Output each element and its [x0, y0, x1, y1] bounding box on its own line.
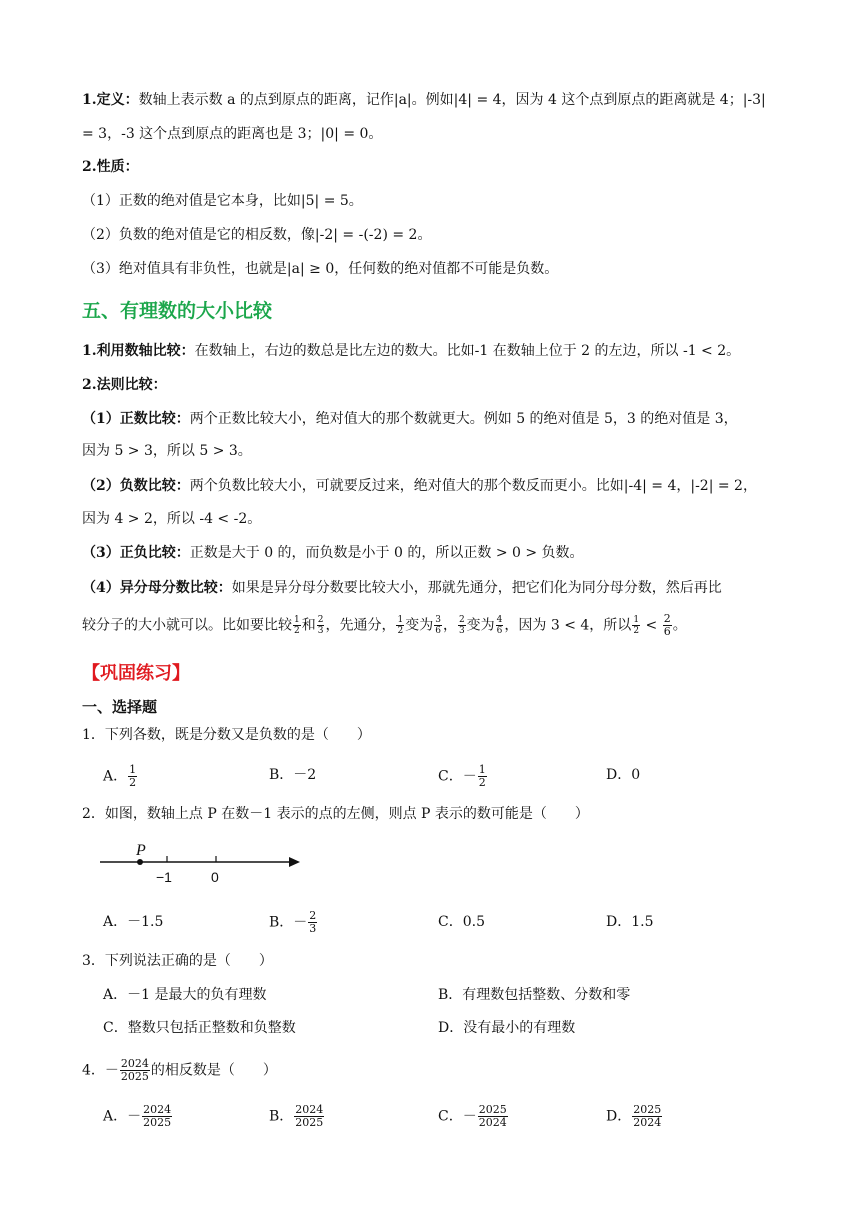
property-2: （2）负数的绝对值是它的相反数，像|-2| = -(-2) = 2。 [82, 227, 432, 243]
fraction-compare-text-1: 如果是异分母分数要比较大小，那就先通分，把它们化为同分母分数，然后再比 [231, 580, 722, 596]
rule-label: 2.法则比较： [82, 377, 167, 393]
option-fraction: $\frac{2024}{2025}$ [295, 1103, 324, 1129]
fraction-compare-line-2 [82, 613, 687, 638]
question-2-option-b[interactable]: B．－ $\frac{2}{3}$ [269, 909, 317, 935]
question-2-option-a[interactable]: A．－1.5 [103, 914, 164, 930]
negative-compare-line-1 [82, 476, 757, 496]
question-2-option-d[interactable]: D．1.5 [606, 914, 654, 930]
fraction-compare-line-1 [82, 578, 722, 598]
question-4-option-c[interactable]: C．－ $\frac{2025}{2024}$ [438, 1103, 507, 1129]
question-4-fraction: $\frac{2024}{2025}$ [120, 1057, 149, 1083]
question-3-option-a[interactable]: A．－1 是最大的负有理数 [103, 987, 267, 1003]
practice-subtitle: 一、选择题 [82, 698, 158, 716]
definition-label: 1.定义： [82, 92, 139, 108]
question-3-option-d[interactable]: D．没有最小的有理数 [438, 1020, 576, 1036]
fraction-compare-text-2c: ，因为 3 < 4，所以 [504, 617, 632, 634]
less-than-text: < [641, 617, 662, 634]
fraction-three-sixths: $\frac{3}{6}$ [435, 615, 441, 636]
definition-text-2: = 3，-3 这个点到原点的距离也是 3；|0| = 0。 [82, 126, 383, 142]
posneg-compare-label: （3）正负比较： [82, 545, 190, 561]
numberline-compare-line [82, 341, 740, 361]
negative-compare-text-2: 因为 4 > 2，所以 -4 < -2。 [82, 511, 262, 527]
period-text: 。 [672, 617, 687, 634]
fraction-one-half-b: $\frac{1}{2}$ [397, 615, 404, 636]
positive-compare-text-2: 因为 5 > 3，所以 5 > 3。 [82, 443, 252, 459]
definition-line-1 [82, 90, 766, 110]
point-p-label: P [136, 842, 146, 859]
property-label: 2.性质： [82, 159, 139, 175]
tick-label-minus-one: −1 [156, 869, 172, 885]
posneg-compare-line [82, 543, 584, 563]
question-4-option-b[interactable]: B． $\frac{2024}{2025}$ [269, 1103, 324, 1129]
option-fraction: $\frac{2024}{2025}$ [143, 1103, 172, 1129]
property-3: （3）绝对值具有非负性，也就是|a| ≥ 0，任何数的绝对值都不可能是负数。 [82, 261, 559, 277]
question-2-option-c[interactable]: C．0.5 [438, 914, 485, 930]
positive-compare-label: （1）正数比较： [82, 411, 190, 427]
option-fraction: $\frac{1}{2}$ [129, 763, 137, 789]
property-1: （1）正数的绝对值是它本身，比如|5| = 5。 [82, 193, 363, 209]
fraction-two-thirds-b: $\frac{2}{3}$ [458, 615, 465, 636]
positive-compare-line-1 [82, 409, 738, 429]
point-p-dot [137, 859, 143, 865]
positive-compare-text-1: 两个正数比较大小，绝对值大的那个数就更大。例如 5 的绝对值是 5，3 的绝对值是 3， [189, 411, 738, 427]
tick-label-zero: 0 [211, 869, 219, 885]
question-1-stem: 1．下列各数，既是分数又是负数的是（ ） [82, 727, 371, 743]
option-fraction: $\frac{2}{3}$ [309, 909, 317, 935]
question-3-stem: 3．下列说法正确的是（ ） [82, 953, 273, 969]
section-title: 五、有理数的大小比较 [82, 300, 273, 322]
and-text: 和 [301, 617, 316, 634]
number-line-arrow [289, 857, 300, 867]
question-4-stem: 4．－ $\frac{2024}{2025}$ 的相反数是（ ） [82, 1057, 277, 1083]
question-1-option-c[interactable]: C．－ $\frac{1}{2}$ [438, 763, 486, 789]
question-1-option-a[interactable]: A． $\frac{1}{2}$ [103, 763, 137, 789]
question-4-option-a[interactable]: A．－ $\frac{2024}{2025}$ [103, 1103, 172, 1129]
question-3-option-c[interactable]: C．整数只包括正整数和负整数 [103, 1020, 296, 1036]
becomes-text-1: 变为 [405, 617, 434, 634]
numberline-label: 1.利用数轴比较： [82, 343, 195, 359]
practice-title: 【巩固练习】 [82, 663, 190, 684]
numberline-text: 在数轴上，右边的数总是比左边的数大。比如-1 在数轴上位于 2 的左边，所以 -1 < 2。 [194, 343, 741, 359]
posneg-compare-text: 正数是大于 0 的，而负数是小于 0 的，所以正数 > 0 > 负数。 [189, 545, 584, 561]
comma-text: ， [442, 617, 457, 634]
option-fraction: $\frac{2025}{2024}$ [478, 1103, 507, 1129]
question-3-option-b[interactable]: B．有理数包括整数、分数和零 [438, 987, 631, 1003]
fraction-one-half: $\frac{1}{2}$ [294, 615, 300, 636]
fraction-four-sixths: $\frac{4}{6}$ [496, 615, 503, 636]
question-1-option-d[interactable]: D．0 [606, 767, 641, 783]
fraction-final-left: $\frac{1}{2}$ [633, 615, 640, 636]
question-4-option-d[interactable]: D． $\frac{2025}{2024}$ [606, 1103, 662, 1129]
question-2-stem: 2．如图，数轴上点 P 在数－1 表示的点的左侧，则点 P 表示的数可能是（ ） [82, 806, 589, 822]
fraction-final-right: $\frac{2}{6}$ [663, 612, 671, 638]
question-1-option-b[interactable]: B．－2 [269, 767, 317, 783]
definition-text-1: 数轴上表示数 a 的点到原点的距离，记作|a|。例如|4| = 4，因为 4 这个点到原点的距离就是 4；|-3| [138, 92, 766, 108]
fraction-compare-text-2a: 较分子的大小就可以。比如要比较 [82, 617, 292, 634]
negative-compare-text-1: 两个负数比较大小，可就要反过来，绝对值大的那个数反而更小。比如|-4| = 4，|-2| = 2， [189, 478, 757, 494]
option-fraction: $\frac{1}{2}$ [478, 763, 486, 789]
fraction-compare-label: （4）异分母分数比较： [82, 580, 232, 596]
number-line-figure [98, 840, 308, 888]
becomes-text-2: 变为 [466, 617, 495, 634]
fraction-two-thirds: $\frac{2}{3}$ [317, 615, 324, 636]
negative-compare-label: （2）负数比较： [82, 478, 190, 494]
option-fraction: $\frac{2025}{2024}$ [633, 1103, 662, 1129]
fraction-compare-text-2b: ，先通分， [325, 617, 396, 634]
